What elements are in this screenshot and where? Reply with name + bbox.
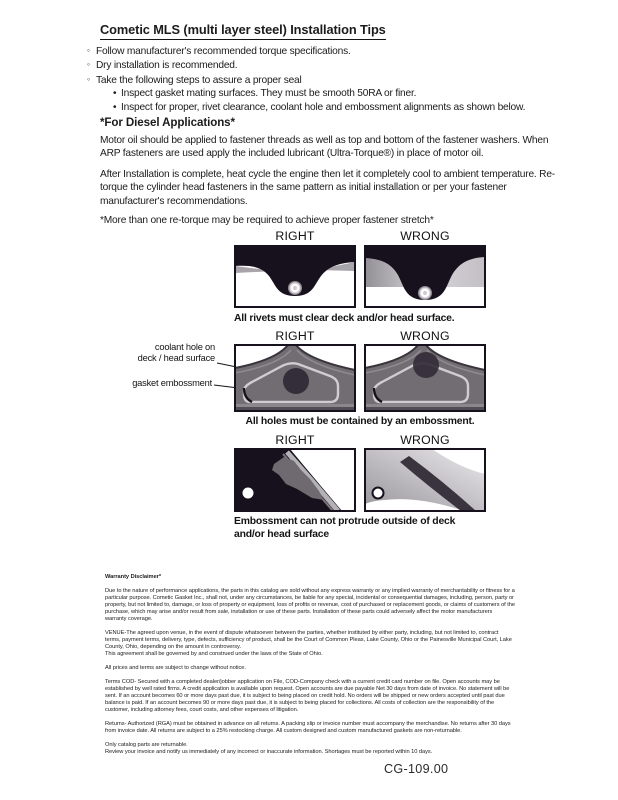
filled-bullet-icon: •	[113, 88, 117, 100]
diesel-paragraph: After Installation is complete, heat cycle the engine then let it completely cool to ambient temperature. Re-torque the cylinder head fasteners in the same pattern as initial installation or per your fastener manufacturer's recommendations.	[100, 169, 555, 207]
open-bullet-icon: ◦	[87, 73, 90, 84]
rivet-caption: All rivets must clear deck and/or head surface.	[234, 313, 455, 324]
legal-fine-print	[105, 574, 515, 756]
list-item-text: Take the following steps to assure a proper seal	[96, 74, 302, 86]
diesel-paragraph: Motor oil should be applied to fastener threads as well as top and bottom of the fastener washers. When ARP fasteners are used apply the included lubricant (Ultra-Torque®) in place of motor oil.	[100, 135, 549, 160]
open-bullet-icon: ◦	[87, 45, 90, 55]
embossment-wrong-diagram	[364, 344, 486, 412]
right-label: RIGHT	[275, 229, 315, 243]
legal-paragraph: VENUE-The agreed upon venue, in the event of dispute whatsoever between the parties, whether instituted by either party, including, but not limited to, contract terms, payment terms, delivery, type, defects, sufficiency of product, shall be the Court of Common Pleas, Lake County, Ohio or the Painesville Municipal Court, Lake County, Ohio, depending on the amount in controversy.	[105, 630, 512, 650]
legal-paragraph: Due to the nature of performance applications, the parts in this catalog are sold without any express warranty or any implied warranty of merchantability or fitness for a particular purpose. Cometic Gasket Inc., shall not, under any circumstances, be liable for any special, incidental or consequential damages, including, person, party or property, but not limited to, damage, or loss of property or equipment, loss of profits or revenue, cost of purchased or replacement goods, or claims of customers of the purchase, which may arise and/or result from sale, installation or use of these parts. Installation of these parts could adversely affect the motor manufacturers warranty coverage.	[105, 588, 515, 622]
legal-paragraph: Review your invoice and notify us immediately of any incorrect or inaccurate information. Shortages must be reported within 10 days.	[105, 749, 433, 755]
list-item-text: Inspect gasket mating surfaces. They must be smooth 50RA or finer.	[121, 88, 417, 100]
coolant-hole	[283, 368, 309, 394]
list-item-text: Follow manufacturer's recommended torque specifications.	[96, 46, 351, 57]
annotation-text: coolant hole on	[154, 342, 215, 352]
list-item	[87, 44, 525, 58]
sub-list-item	[87, 101, 525, 114]
warranty-disclaimer-heading: Warranty Disclaimer*	[105, 574, 162, 580]
protrusion-right-diagram	[234, 448, 356, 512]
list-item-text: Inspect for proper, rivet clearance, coolant hole and embossment alignments as shown below.	[121, 101, 526, 113]
legal-paragraph: Returns- Authorized (RGA) must be obtained in advance on all returns. A packing slip or invoice number must accompany the merchandise. No returns after 30 days from invoice date. All returns are subject to a 25% restocking charge. All custom designed and custom manufactured gaskets are non-returnable.	[105, 721, 511, 734]
legal-paragraph: Terms COD- Secured with a completed dealer/jobber application on File, COD-Company check with a current credit card number on file. Open accounts may be established by well rated firms. A credit application is available upon request. Open accounts are due payable Net 30 days from date of invoice. No statement will be sent. If an account becomes 60 or more days past due, it is subject to being placed on credit hold. No orders will be shipped or new orders accepted until past due balance is paid. If an account becomes 90 or more days past due, it is subject to being placed for collections. All costs of collection are the responsibility of the customer, including attorney fees, court costs, and other expenses of litigation.	[105, 679, 510, 713]
legal-paragraph: All prices and terms are subject to change without notice.	[105, 665, 246, 671]
list-item-text: Dry installation is recommended.	[96, 60, 238, 72]
diesel-section-heading: *For Diesel Applications*	[100, 116, 235, 129]
open-bullet-icon: ◦	[87, 59, 90, 70]
caption-line: and/or head surface	[234, 528, 329, 540]
right-label: RIGHT	[275, 329, 315, 343]
list-item	[87, 58, 525, 72]
rivet-icon	[288, 281, 302, 295]
retorque-note: *More than one re-torque may be required to achieve proper fastener stretch*	[100, 215, 434, 226]
installation-tips-list	[87, 44, 525, 114]
legal-paragraph: This agreement shall be governed by and construed under the laws of the State of Ohio.	[105, 651, 323, 657]
bolt-hole	[243, 488, 254, 499]
embossment-caption: All holes must be contained by an embossment.	[245, 416, 475, 427]
coolant-hole	[413, 352, 439, 378]
page-code: CG-109.00	[384, 762, 449, 776]
list-item	[87, 73, 525, 87]
legal-paragraph: Only catalog parts are returnable.	[105, 742, 188, 748]
caption-line: Embossment can not protrude outside of deck	[234, 516, 456, 527]
rivet-wrong-diagram	[364, 245, 486, 308]
wrong-label: WRONG	[400, 329, 450, 343]
protrusion-caption	[234, 516, 494, 541]
page-title: Cometic MLS (multi layer steel) Installation Tips	[100, 22, 386, 40]
filled-bullet-icon: •	[113, 101, 117, 113]
annotation-text: deck / head surface	[137, 353, 215, 363]
right-label: RIGHT	[275, 433, 315, 447]
bolt-hole	[373, 488, 384, 499]
rivet-icon	[418, 286, 432, 300]
sub-list-item	[87, 87, 525, 100]
protrusion-wrong-diagram	[364, 448, 486, 512]
embossment-right-diagram	[234, 344, 356, 412]
wrong-label: WRONG	[400, 433, 450, 447]
annotation-text: gasket embossment	[132, 378, 212, 388]
wrong-label: WRONG	[400, 229, 450, 243]
rivet-right-diagram	[234, 245, 356, 308]
